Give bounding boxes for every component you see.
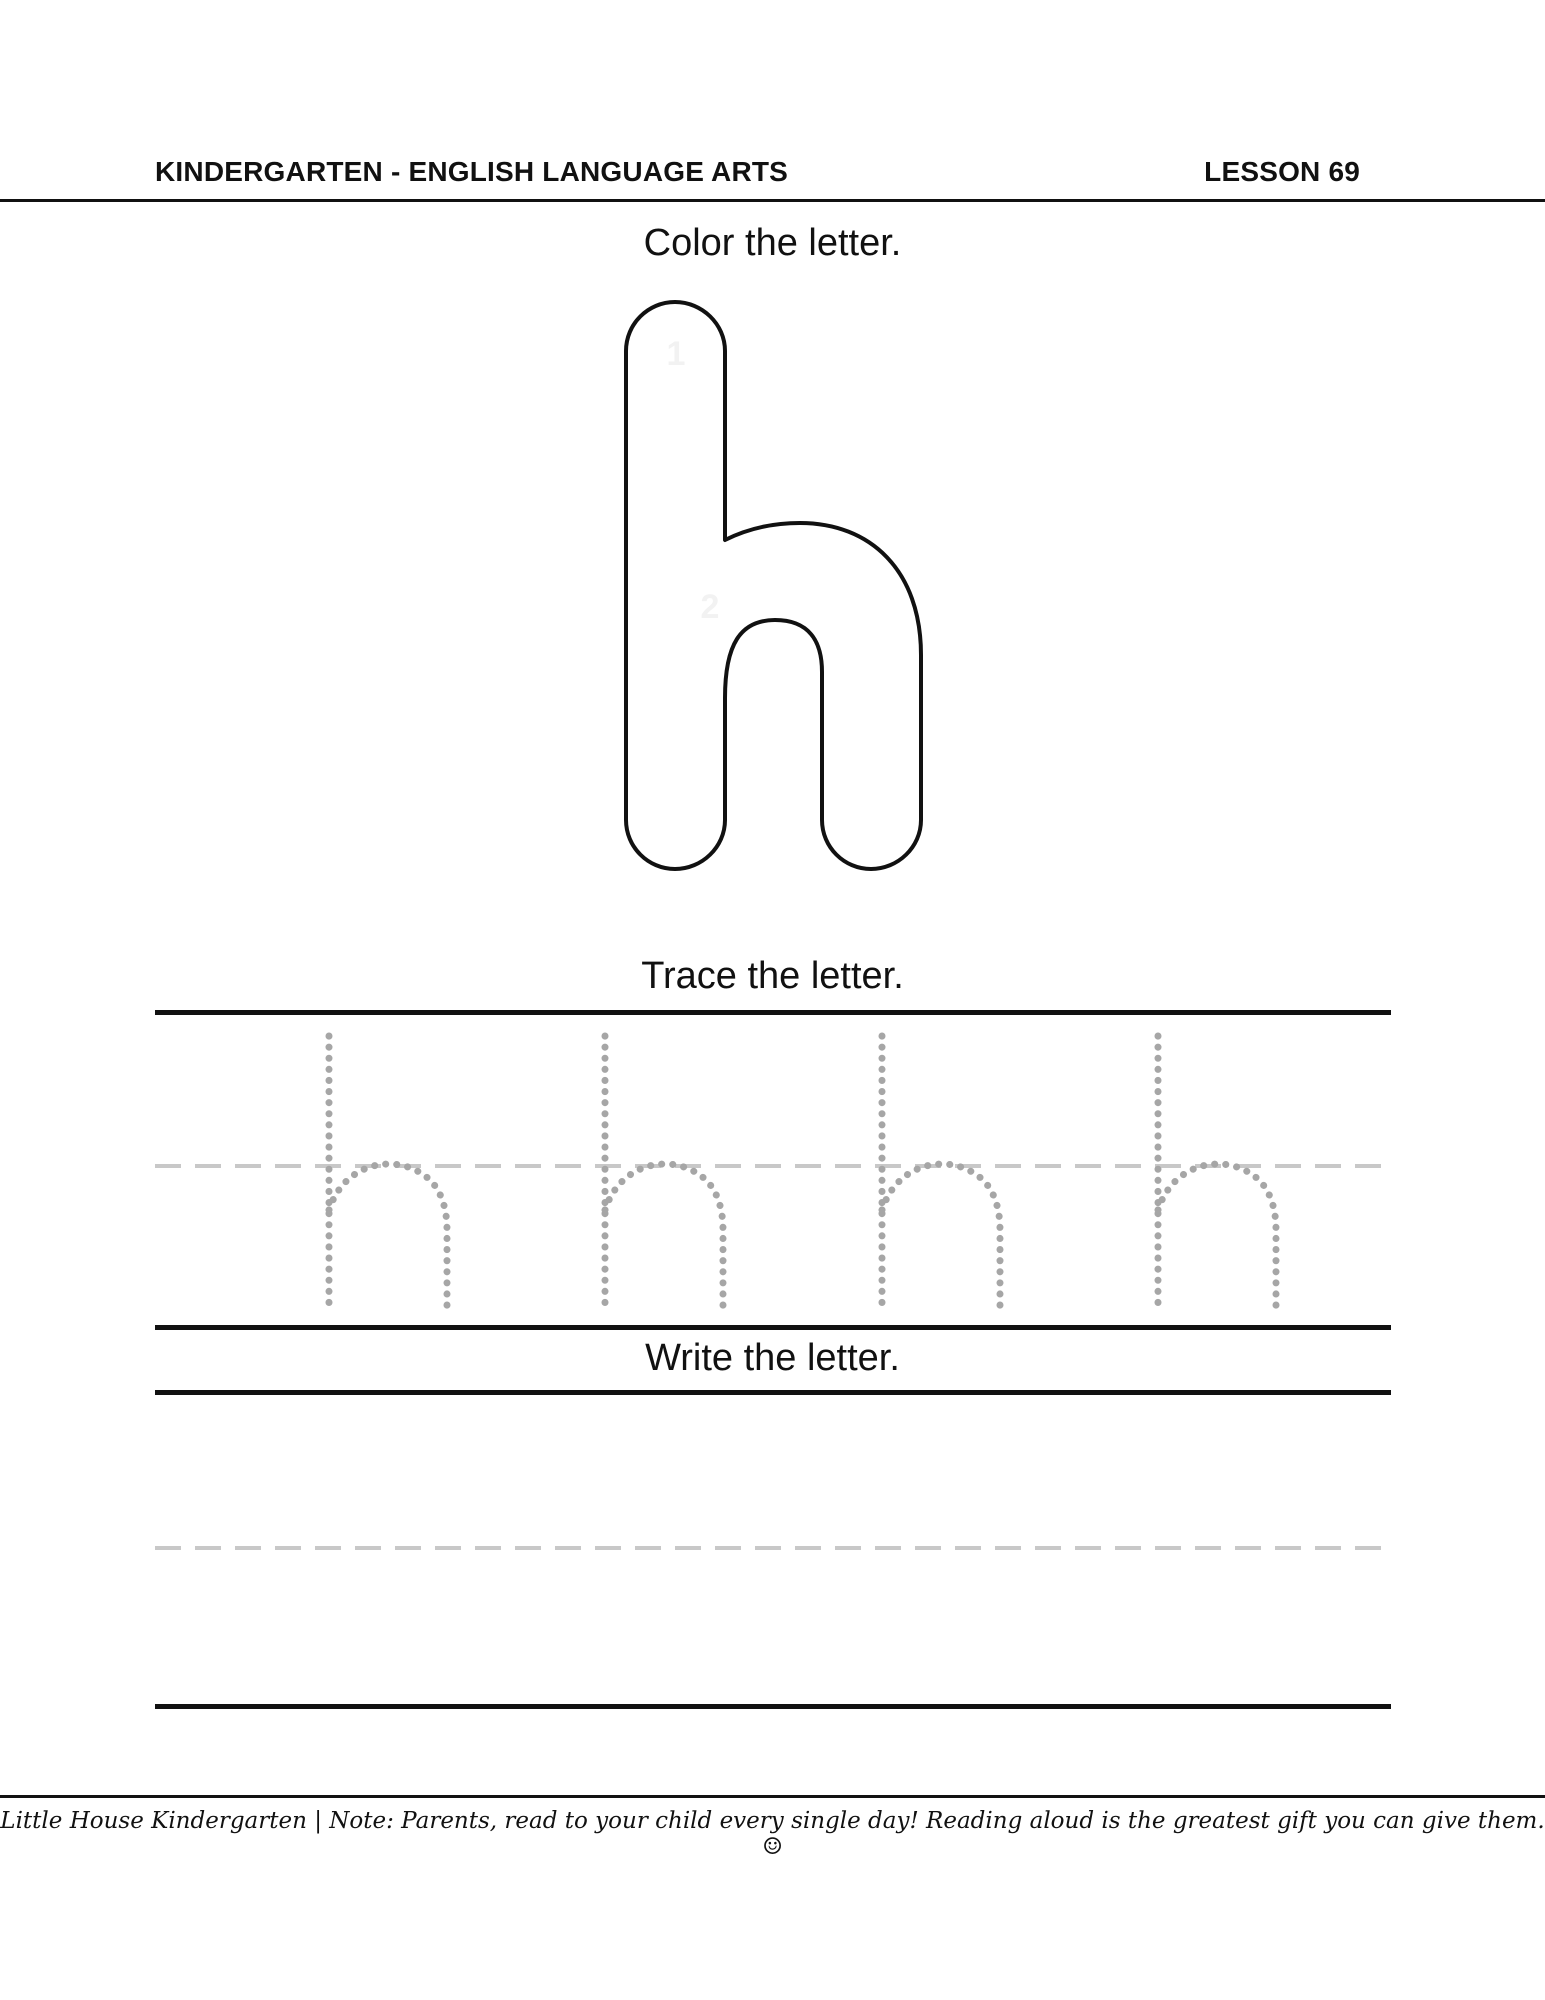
write-bottom-line — [155, 1704, 1391, 1709]
stroke-number-2: 2 — [700, 588, 720, 626]
color-instruction: Color the letter. — [643, 222, 902, 264]
trace-letter-h-4[interactable] — [1158, 1036, 1276, 1312]
trace-bottom-line — [155, 1325, 1391, 1330]
footer-note: Little House Kindergarten | Note: Parents, read to your child every single day! Reading aloud is the greatest gift you can give them. ☺ — [0, 1808, 1545, 1860]
outline-letter-h[interactable] — [626, 302, 921, 869]
trace-letter-h-2[interactable] — [605, 1036, 723, 1312]
trace-instruction: Trace the letter. — [641, 955, 904, 997]
trace-letter-h-3[interactable] — [882, 1036, 1000, 1312]
subject-title: KINDERGARTEN - ENGLISH LANGUAGE ARTS — [155, 156, 789, 187]
write-top-line — [155, 1390, 1391, 1395]
write-instruction: Write the letter. — [645, 1337, 900, 1379]
stroke-number-1: 1 — [666, 335, 686, 373]
trace-top-line — [155, 1010, 1391, 1015]
lesson-number: LESSON 69 — [1204, 156, 1360, 187]
trace-letter-h-1[interactable] — [329, 1036, 447, 1312]
footer-divider — [0, 1795, 1545, 1798]
